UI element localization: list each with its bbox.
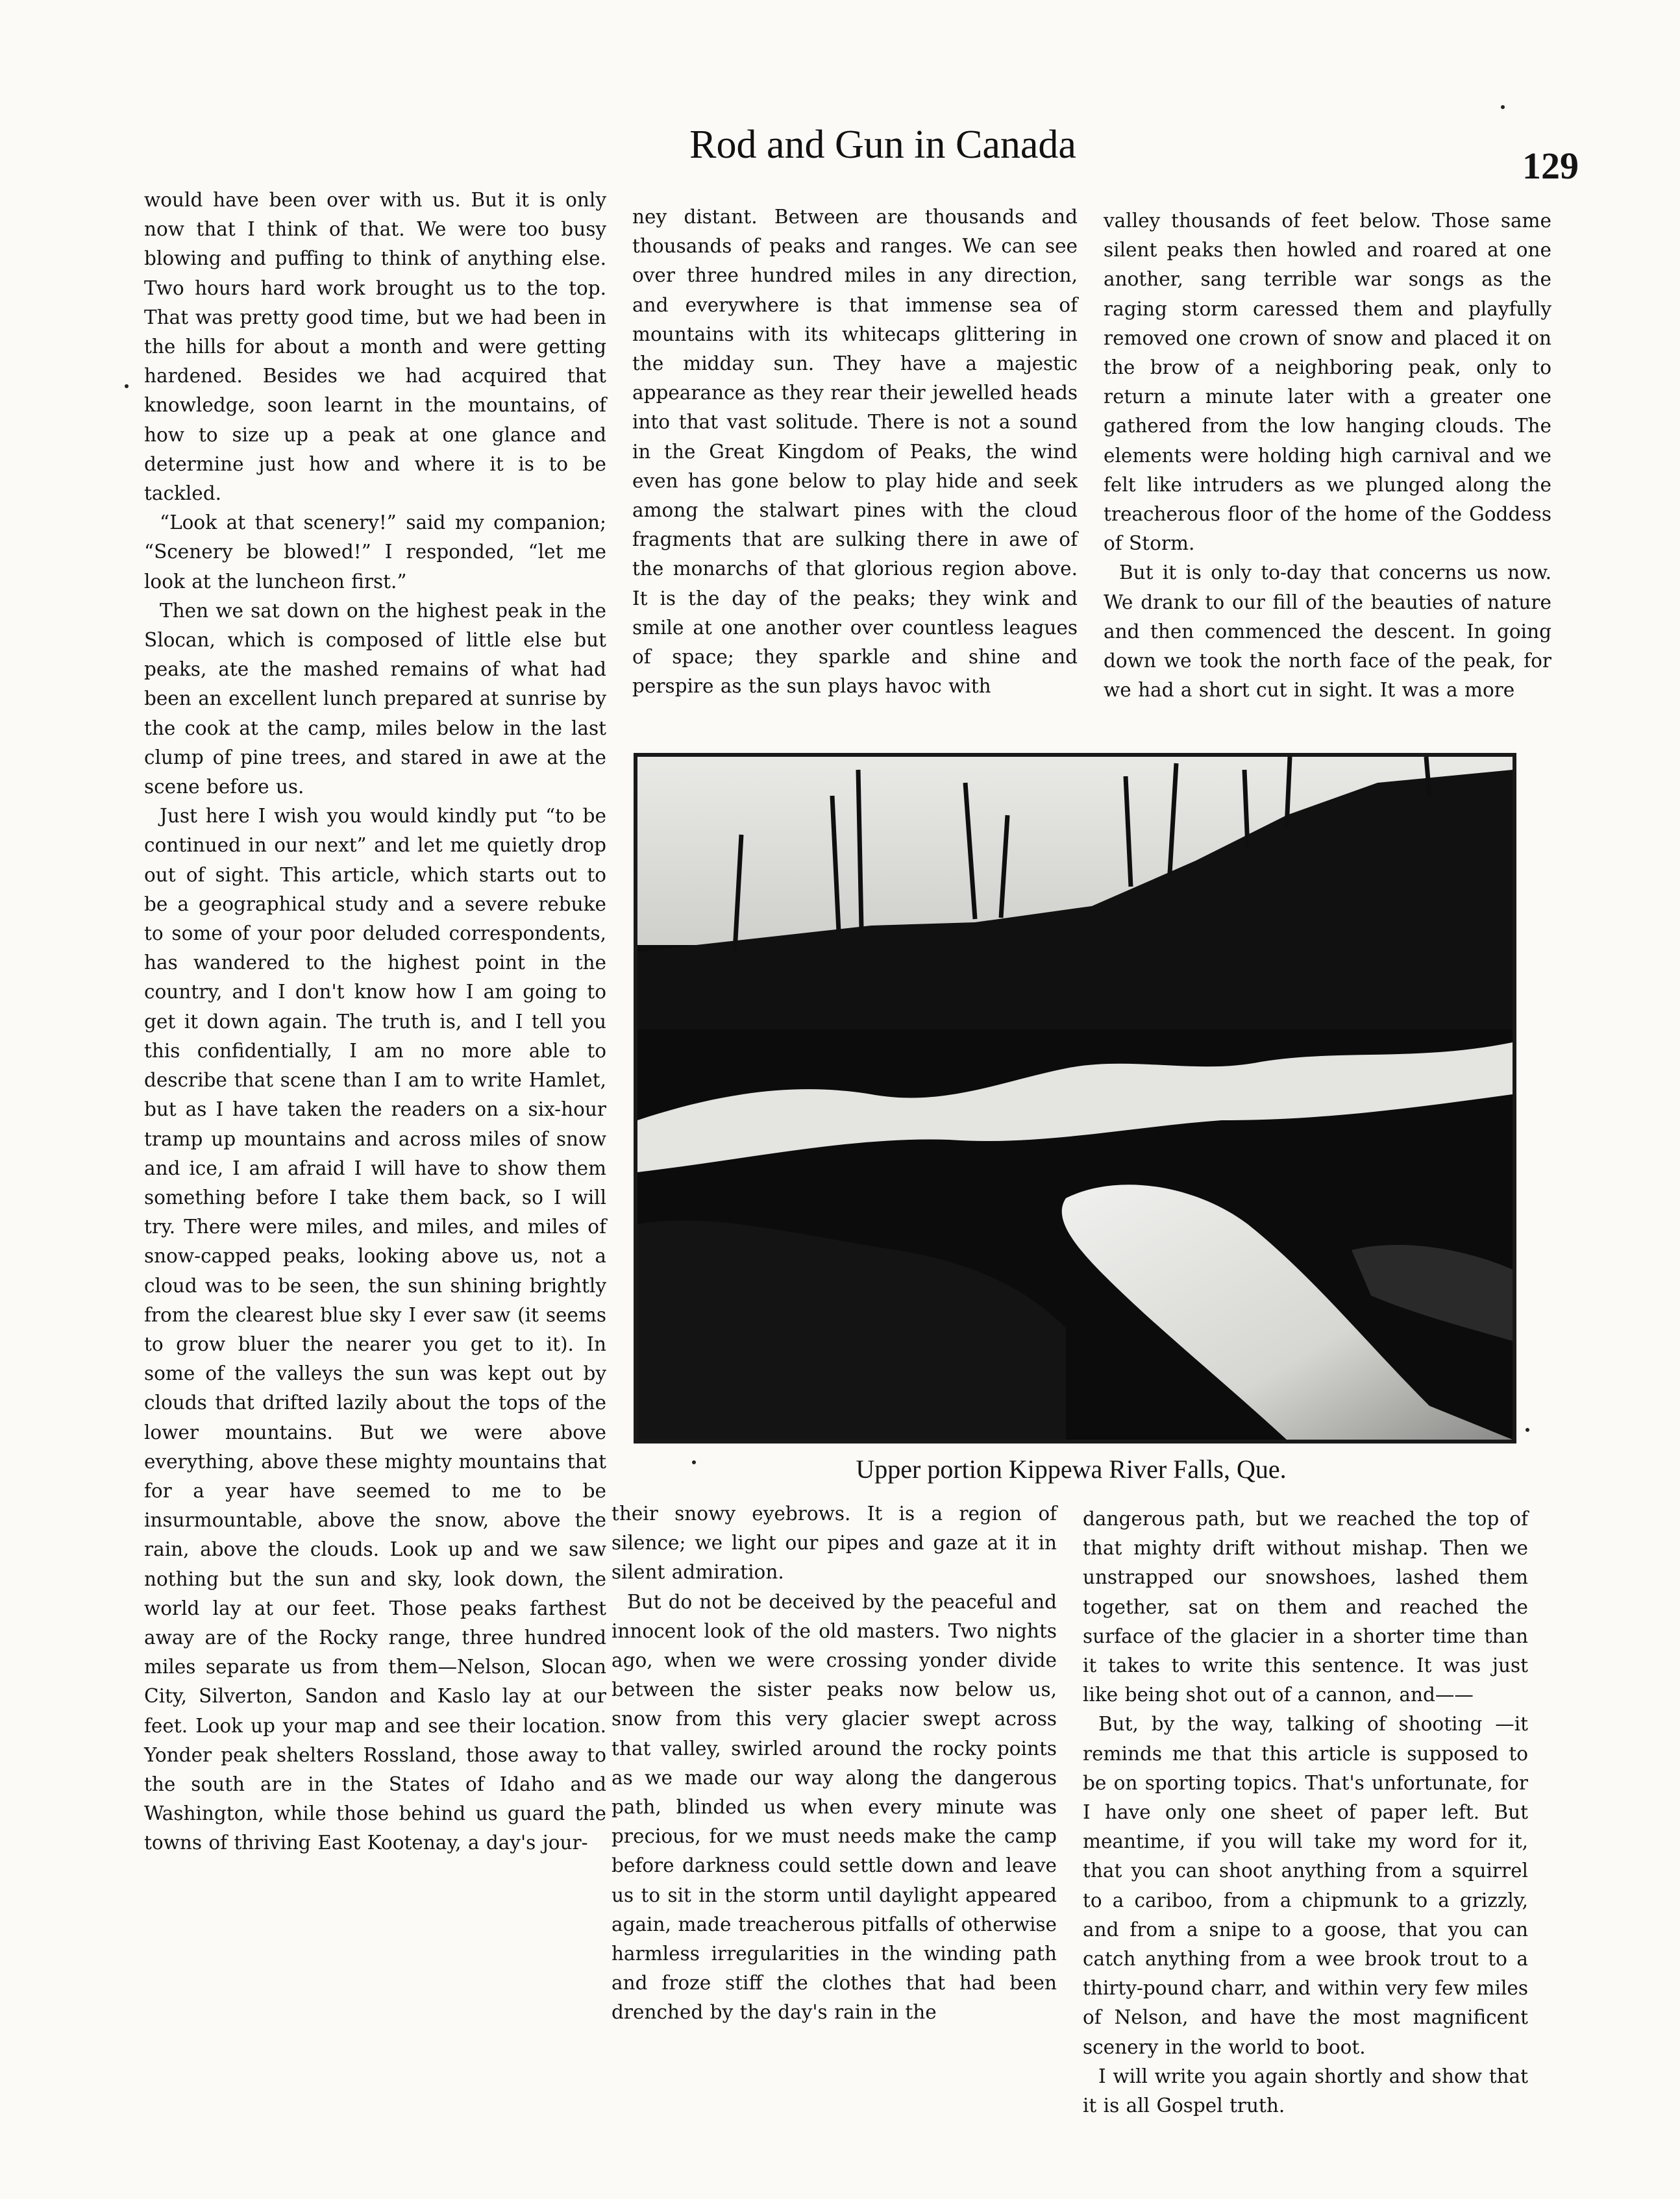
page-number: 129: [1522, 145, 1579, 187]
article-column-3: [1104, 206, 1551, 705]
paragraph: But, by the way, talking of shooting —it reminds me that this article is supposed to be on sporting topics. That's unfortunate, for I have only one sheet of paper left. But meantime, if you will take my word for it, that you can shoot anything from a squirrel to a cariboo, from a chipmunk to a grizzly, and from a snipe to a goose, that you can catch anything from a wee brook trout to a thirty-pound charr, and within very few miles of Nelson, and have the most magnificent scenery in the world to boot.: [1083, 1713, 1528, 2058]
article-column-2: [632, 203, 1078, 701]
paragraph: But do not be deceived by the peaceful and innocent look of the old masters. Two nights ago, when we were crossing yonder divide between the sister peaks now below us, snow from this very glacier swept across that valley, swirled around the rocky points as we made our way along the dangerous path, blinded us when every minute was precious, for we must needs make the camp before darkness could settle down and leave us to sit in the storm until daylight appeared again, made treacherous pitfalls of otherwise harmless irregularities in the winding path and froze stiff the clothes that had been drenched by the day's rain in the: [611, 1590, 1057, 2024]
paragraph: Just here I wish you would kindly put “to be continued in our next” and let me quietly drop out of sight. This article, which starts out to be a geographical study and a severe rebuke to some of your poor deluded correspondents, has wandered to the highest point in the country, and I don't know how I am going to get it down again. The truth is, and I tell you this confidentially, I am no more able to describe that scene than I am to write Hamlet, but as I have taken the readers on a six-hour tramp up mountains and across miles of snow and ice, I am afraid I will have to show them something before I take them back, so I will try. There were miles, and miles, and miles of snow-capped peaks, looking above us, not a cloud was to be seen, the sun shining brightly from the clearest blue sky I ever saw (it seems to grow bluer the nearer you get to it). In some of the valleys the sun was kept out by clouds that drifted lazily about the tops of the lower mountains. But we were above everything, above these mighty mountains that for a year have seemed to me to be insurmountable, above the snow, above the rain, above the clouds. Look up and we saw nothing but the sun and sky, look down, the world lay at our feet. Those peaks farthest away are of the Rocky range, three hundred miles separate us from them—Nelson, Slocan City, Silverton, Sandon and Kaslo lay at our feet. Look up your map and see their location. Yonder peak shelters Rossland, those away to the south are in the States of Idaho and Washington, while those behind us guard the towns of thriving East Kootenay, a day's jour-: [144, 805, 606, 1854]
article-column-4: [611, 1499, 1057, 2028]
paragraph: would have been over with us. But it is only now that I think of that. We were too busy blowing and puffing to think of anything else. Two hours hard work brought us to the top. That was pretty good time, but we had been in the hills for about a month and were getting hardened. Besides we had acquired that knowledge, soon learnt in the mountains, of how to size up a peak at one glance and determine just how and where it is to be tackled.: [144, 189, 606, 505]
print-speck: [692, 1460, 696, 1464]
photo-caption: Upper portion Kippewa River Falls, Que.: [856, 1455, 1287, 1484]
paragraph: “Look at that scenery!” said my companion; “Scenery be blowed!” I responded, “let me look at the luncheon first.”: [144, 511, 606, 593]
print-speck: [1526, 1428, 1529, 1432]
paragraph: ney distant. Between are thousands and thousands of peaks and ranges. We can see over three hundred miles in any direction, and everywhere is that immense sea of mountains with its whitecaps glittering in the midday sun. They have a majestic appearance as they rear their jewelled heads into that vast solitude. There is not a sound in the Great Kingdom of Peaks, the wind even has gone below to play hide and seek among the stalwart pines with the cloud fragments that are sulking there in awe of the monarchs of that glorious region above. It is the day of the peaks; they wink and smile at one another over countless leagues of space; they sparkle and shine and perspire as the sun plays havoc with: [632, 206, 1078, 698]
paragraph: But it is only to-day that concerns us now. We drank to our fill of the beauties of nature and then commenced the descent. In going down we took the north face of the peak, for we had a short cut in sight. It was a more: [1104, 561, 1551, 702]
page-header-title: Rod and Gun in Canada: [689, 123, 1076, 167]
article-column-5: [1083, 1505, 1528, 2120]
article-column-1: [144, 186, 606, 1858]
river-falls-photograph: [634, 753, 1516, 1443]
paragraph: Then we sat down on the highest peak in the Slocan, which is composed of little else but peaks, ate the mashed remains of what had been an excellent lunch prepared at sunrise by the cook at the camp, miles below in the last clump of pine trees, and stared in awe at the scene before us.: [144, 599, 606, 798]
paragraph: I will write you again shortly and show that it is all Gospel truth.: [1083, 2065, 1528, 2117]
paragraph: valley thousands of feet below. Those same silent peaks then howled and roared at one another, sang terrible war songs as the raging storm caressed them and playfully removed one crown of snow and placed it on the brow of a neighboring peak, only to return a minute later with a greater one gathered from the low hanging clouds. The elements were holding high carnival and we felt like intruders as we plunged along the treacherous floor of the home of the Goddess of Storm.: [1104, 210, 1551, 555]
paragraph: their snowy eyebrows. It is a region of silence; we light our pipes and gaze at it in silent admiration.: [611, 1503, 1057, 1584]
falls-photo-illustration: [637, 757, 1513, 1440]
print-speck: [125, 384, 129, 388]
print-speck: [1501, 105, 1505, 109]
paragraph: dangerous path, but we reached the top of that mighty drift without mishap. Then we unstrapped our snowshoes, lashed them together, sat on them and reached the surface of the glacier in a shorter time than it takes to write this sentence. It was just like being shot out of a cannon, and——: [1083, 1508, 1528, 1706]
